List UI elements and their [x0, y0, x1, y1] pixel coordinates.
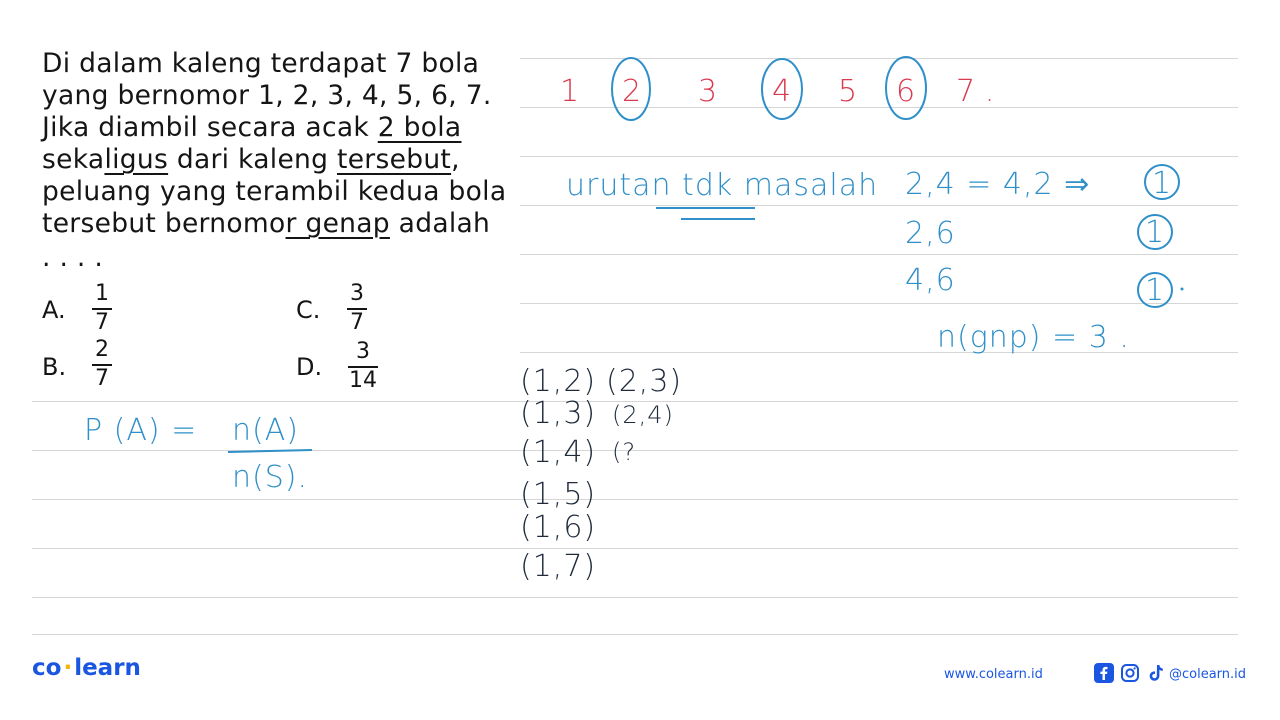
- fraction-denominator: 7: [95, 310, 109, 335]
- count-circle: [1145, 165, 1179, 201]
- question-line: yang bernomor 1, 2, 3, 4, 5, 6, 7.: [42, 80, 492, 111]
- count-circle: [1138, 273, 1184, 308]
- pair-entry: (1,3): [520, 396, 597, 431]
- fraction-numerator: 1: [95, 281, 109, 306]
- fraction-numerator: 3: [350, 281, 364, 306]
- red-number: 6: [895, 74, 917, 109]
- pair-enumeration: [520, 364, 682, 584]
- pair-entry: (2,3): [606, 364, 683, 399]
- underlined-segment: 2 bola: [377, 112, 462, 143]
- formula-numerator: n(A): [232, 413, 299, 448]
- pair-entry: (?: [612, 438, 637, 466]
- fraction-denominator: 7: [95, 366, 109, 391]
- red-number: 7: [955, 74, 977, 109]
- option-letter: D.: [296, 353, 323, 381]
- pair-entry: (2,4): [612, 401, 674, 429]
- question-segment: tersebut bernomo: [42, 208, 286, 239]
- colearn-logo[interactable]: [32, 655, 141, 681]
- pair-entry: (1,7): [520, 549, 597, 584]
- brand-part: co: [32, 655, 62, 681]
- red-number: 4: [771, 74, 793, 109]
- fraction-numerator: 3: [356, 339, 370, 364]
- count-one: 1: [1151, 166, 1173, 201]
- brand-dot: ·: [63, 655, 73, 681]
- tiktok-icon[interactable]: [1146, 663, 1166, 683]
- question-segment: ,: [451, 144, 460, 175]
- facebook-icon[interactable]: [1094, 663, 1114, 683]
- question-segment: adalah: [389, 208, 491, 239]
- pair-entry: (1,4): [520, 435, 597, 470]
- underlined-segment: r genap: [285, 208, 390, 239]
- fraction-numerator: 2: [95, 337, 109, 362]
- question-segment: dari kaleng: [168, 144, 337, 175]
- count-one: 1: [1144, 273, 1166, 308]
- red-number-row: [560, 74, 995, 109]
- n-genap: n(gnp) = 3 .: [937, 320, 1130, 355]
- option-letter: C.: [296, 296, 321, 324]
- order-note: urutan tdk masalah: [566, 168, 879, 203]
- underlined-segment: tersebut: [337, 144, 452, 175]
- red-number: 5: [837, 74, 859, 109]
- question-segment: Jika diambil secara acak: [42, 112, 378, 143]
- underlined-segment: ligus: [104, 144, 169, 175]
- red-number: 1: [559, 74, 581, 109]
- fraction-denominator: 14: [349, 368, 377, 393]
- option-letter: B.: [42, 353, 67, 381]
- brand-part: learn: [74, 655, 141, 681]
- question-line: peluang yang terambil kedua bola: [42, 176, 507, 207]
- count-circle: [1138, 215, 1172, 250]
- instagram-icon[interactable]: [1120, 663, 1140, 683]
- count-one: 1: [1144, 215, 1166, 250]
- pair-item: 2,6: [905, 216, 956, 251]
- option-letter: A.: [42, 296, 66, 324]
- question-line: Di dalam kaleng terdapat 7 bola: [42, 48, 480, 79]
- fraction-denominator: 7: [350, 310, 364, 335]
- formula-lhs: P (A) =: [84, 413, 198, 448]
- formula-bar: [228, 450, 312, 452]
- red-number: 2: [621, 74, 643, 109]
- pair-entry: (1,2): [520, 364, 597, 399]
- period-dot: [1181, 288, 1184, 291]
- pair-equivalence: 2,4 = 4,2 ⇒: [905, 167, 1091, 202]
- question-line: . . . .: [42, 242, 104, 273]
- social-handle[interactable]: @colearn.id: [1169, 667, 1247, 682]
- website-link[interactable]: www.colearn.id: [944, 667, 1043, 682]
- red-number: .: [984, 74, 996, 109]
- pair-item: 4,6: [905, 263, 956, 298]
- pair-entry: (1,6): [520, 510, 597, 545]
- formula-denominator: n(S).: [232, 460, 309, 495]
- pair-entry: (1,5): [520, 477, 597, 512]
- question-segment: seka: [42, 144, 105, 175]
- red-number: 3: [697, 74, 719, 109]
